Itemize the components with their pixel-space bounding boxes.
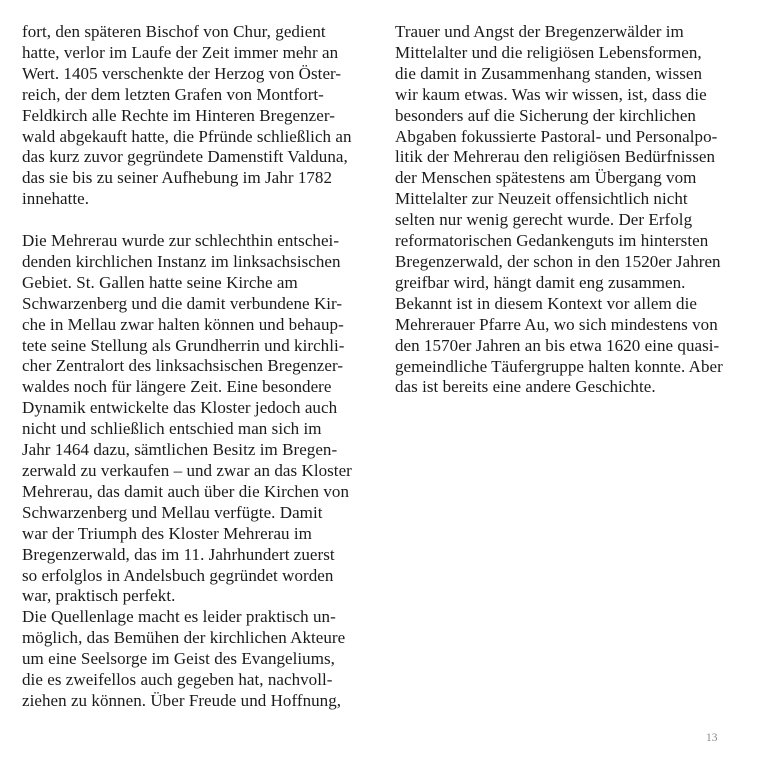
paragraph-montfort-pfruende: fort, den späteren Bischof von Chur, gedient hatte, verlor im Laufe der Zeit immer mehr an Wert. 1405 verschenkte der Herzog von Öster- reich, der dem letzten Grafen von Montfort- Feldkirch alle Rechte im Hinteren Bregenzer- wald abgekauft hatte, die Pfründe schließlich an das kurz zuvor gegründete Damenstift Valduna, das sie bis zu seiner Aufhebung im Jahr 1782 innehatte. [22,22,352,209]
paragraph-trauer-angst: Trauer und Angst der Bregenzerwälder im Mittelalter und die religiösen Lebensformen, die damit in Zusammenhang standen, wissen wir kaum etwas. Was wir wissen, ist, dass die besonders auf die Sicherung der kirchlichen Abgaben fokussierte Pastoral- und Personalpo- litik der Mehrerau den religiösen Bedürfnissen der Menschen spätestens am Übergang vom Mittelalter zur Neuzeit offensichtlich nicht selten nur wenig gerecht wurde. Der Erfolg reformatorischen Gedankenguts im hintersten Bregenzerwald, der schon in den 1520er Jahren greifbar wird, hängt damit eng zusammen. Bekannt ist in diesem Kontext vor allem die Mehrerauer Pfarre Au, wo sich mindestens von den 1570er Jahren an bis etwa 1620 eine quasi- gemeindliche Täufergruppe halten konnte. Aber das ist bereits eine andere Geschichte. [395,22,723,397]
paragraph-quellenlage: Die Quellenlage macht es leider praktisch un- möglich, das Bemühen der kirchlichen Akteure um eine Seelsorge im Geist des Evangeliums, die es zweifellos auch gegeben hat, nachvoll- ziehen zu können. Über Freude und Hoffnung, [22,607,346,710]
page-number: 13 [706,732,718,744]
right-column [395,22,751,712]
paragraph-mehrerau-instanz: Die Mehrerau wurde zur schlechthin entschei- denden kirchlichen Instanz im linksachsischen Gebiet. St. Gallen hatte seine Kirche am Schwarzenberg und die damit verbundene Kir- che in Mellau zwar halten können und behaup- tete seine Stellung als Grundherrin und kirchli- cher Zentralort des linksachsischen Bregenzer- waldes noch für längere Zeit. Eine besondere Dynamik entwickelte das Kloster jedoch auch nicht und schließlich entschied man sich im Jahr 1464 dazu, sämtlichen Besitz im Bregen- zerwald zu verkaufen – und zwar an das Kloster Mehrerau, das damit auch über die Kirchen von Schwarzenberg und Mellau verfügte. Damit war der Triumph des Kloster Mehrerau im Bregenzerwald, das im 11. Jahrhundert zuerst so erfolglos in Andelsbuch gegründet worden war, praktisch perfekt. [22,231,352,606]
left-column [22,22,378,712]
